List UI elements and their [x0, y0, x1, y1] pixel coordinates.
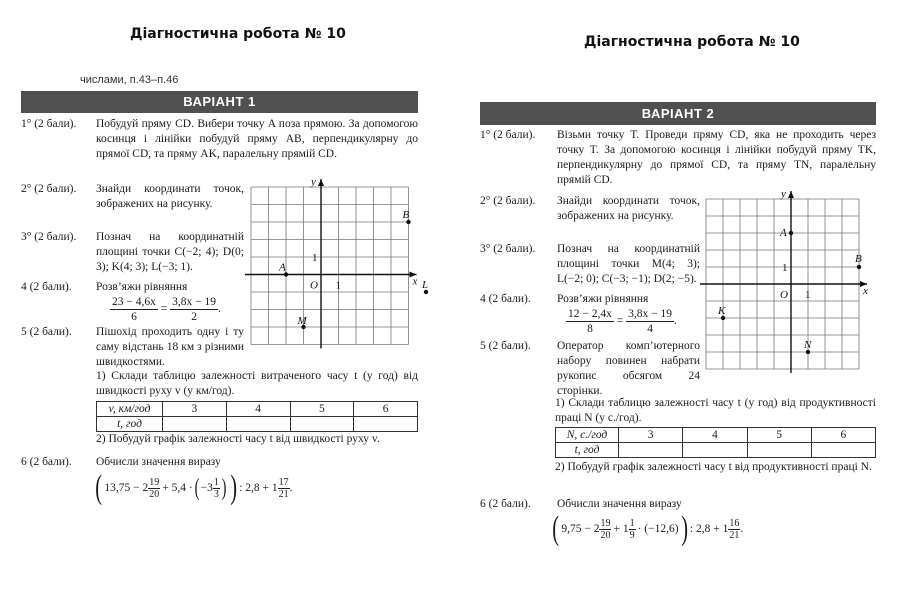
task-text: Знайди координати точок, зображених на рисунку. [557, 195, 700, 222]
left-task-5-sub1: 1) Склади таблицю залежності витраченого часу t (у год) від швидкості руху v (у км/год). [96, 370, 418, 397]
task-text: Побудуй пряму CD. Вибери точку A поза прямою. За допомогою косинця і лінійки побудуй пряму AB, перпендикулярну до прямої CD, та пряму AK, паралельну прямій CD. [96, 118, 418, 160]
point-label-b: B [402, 209, 410, 221]
point-a [789, 231, 793, 235]
y-axis-arrow [788, 191, 794, 198]
task-label: 5 (2 бали). [480, 340, 531, 352]
left-variant-banner: ВАРІАНТ 1 [21, 91, 418, 113]
task-label: 3° (2 бали). [480, 243, 536, 255]
point-label-a: A [279, 261, 286, 274]
y-axis-label: y [311, 176, 316, 188]
table-cell[interactable] [747, 443, 811, 458]
left-cut-heading: числами, п.43–п.46 [80, 74, 179, 86]
task-label: 6 (2 бали). [21, 456, 72, 468]
origin-label: O [780, 289, 788, 301]
table-cell[interactable] [163, 417, 227, 432]
y-axis-label: y [781, 188, 786, 200]
task-label: 4 (2 бали). [21, 281, 72, 293]
right-data-table: N, с./год 3 4 5 6 t, год [555, 427, 876, 458]
point-label-b: B [855, 253, 862, 265]
left-data-table: v, км/год 3 4 5 6 t, год [96, 401, 418, 432]
task-text: Обчисли значення виразу [96, 456, 221, 468]
task-text: Пішохід проходить одну і ту саму відстань 18 км з різними швидкостями. [96, 326, 244, 368]
point-b [857, 265, 861, 269]
point-label-n: N [804, 339, 812, 351]
task-label: 4 (2 бали). [480, 293, 531, 305]
y-tick-label: 1 [782, 262, 788, 274]
x-axis-label: x [412, 275, 418, 288]
origin-label: O [310, 279, 318, 292]
task-text: Обчисли значення виразу [557, 498, 682, 510]
task-text: Познач на координатній площині точки M(4; 3); L(−2; 0); C(−3; −1); D(2; −5). [557, 243, 700, 285]
point-label-k: K [718, 305, 726, 317]
table-cell[interactable] [683, 443, 747, 458]
y-axis-arrow [318, 179, 324, 186]
point-label-m: M [297, 315, 307, 327]
right-task-5-sub2: 2) Побудуй графік залежності часу t від продуктивності праці N. [555, 461, 872, 473]
task-label: 3° (2 бали). [21, 231, 77, 243]
point-label-a: A [780, 227, 787, 239]
task-label: 6 (2 бали). [480, 498, 531, 510]
task-text: Познач на координатній площині точки C(−2; 4); D(0; 3); K(4; 3); L(−3; 1). [96, 231, 244, 273]
task-label: 1° (2 бали). [480, 129, 536, 141]
left-task-5-sub2: 2) Побудуй графік залежності часу t від швидкості руху v. [96, 433, 380, 445]
right-equation: $\frac{12 - 2,4x}{8}$ = $\frac{3,8x - 19}{4}$ . [568, 308, 677, 335]
table-cell[interactable] [619, 443, 683, 458]
point-label-l: L [422, 279, 429, 291]
right-variant-banner: ВАРІАНТ 2 [480, 102, 876, 125]
left-equation: $\frac{23 - 4,6x}{6}$ = $\frac{3,8x - 19}{2}$ . [112, 296, 221, 323]
table-cell[interactable] [354, 417, 418, 432]
task-text: Знайди координати точок, зображених на рисунку. [96, 183, 244, 210]
task-text: Оператор комп’ютерного набору повинен набрати рукопис обсягом 24 сторінки. [557, 340, 700, 397]
right-page-title: Діагностична робота № 10 [584, 34, 800, 50]
table-cell[interactable] [290, 417, 354, 432]
task-text: Візьми точку T. Проведи пряму CD, яка не проходить через точку T. За допомогою косинця і лінійки побудуй пряму TK, перпендикулярну до прямої CD, та пряму TN, паралельну прямій CD. [557, 129, 876, 186]
task-label: 2° (2 бали). [21, 183, 77, 195]
task-label: 2° (2 бали). [480, 195, 536, 207]
task-label: 1° (2 бали). [21, 118, 77, 130]
left-coordinate-grid [247, 176, 429, 363]
right-task-5-sub1: 1) Склади таблицю залежності часу t (у год) від продуктивності праці N (у с./год). [555, 397, 876, 424]
right-expression: ( 9,75 − 2 19 20 + 1 1 9 · (−12,6) ) : 2,8 + 1 16 21 . [552, 510, 744, 547]
x-tick-label: 1 [805, 289, 811, 301]
left-page-title: Діагностична робота № 10 [130, 26, 346, 42]
x-axis-label: x [863, 285, 868, 297]
left-expression: ( 13,75 − 2 19 20 + 5,4 · ( −3 1 3 ) ) : 2,8 + 1 17 21 . [95, 469, 293, 506]
y-tick-label: 1 [312, 252, 318, 264]
task-text: Розв’яжи рівняння [557, 293, 649, 305]
task-text: Розв’яжи рівняння [96, 281, 188, 293]
table-cell[interactable] [811, 443, 875, 458]
task-label: 5 (2 бали). [21, 326, 72, 338]
right-coordinate-grid [704, 188, 879, 377]
table-cell[interactable] [226, 417, 290, 432]
x-tick-label: 1 [335, 279, 341, 292]
